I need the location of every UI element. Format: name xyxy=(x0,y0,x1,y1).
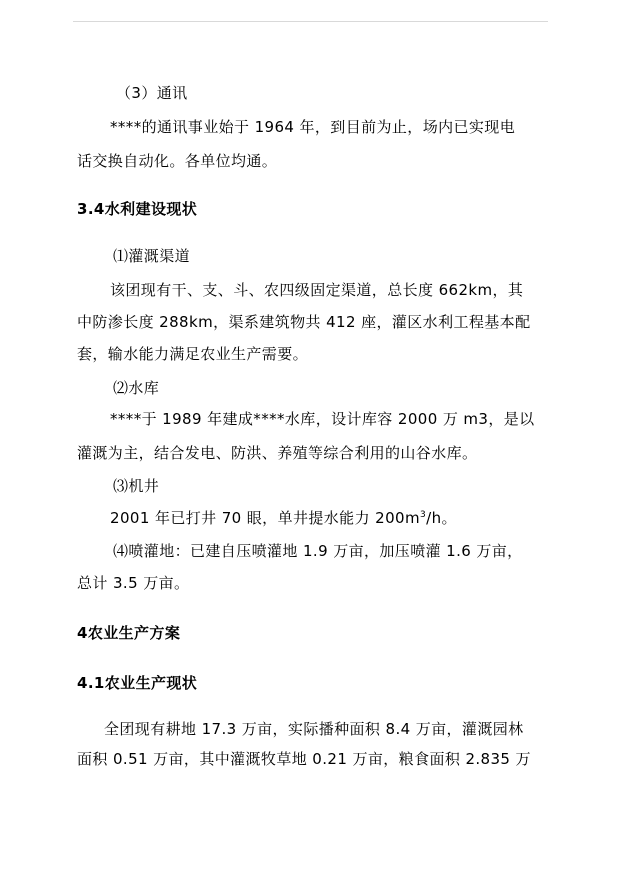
text-line xyxy=(110,508,457,528)
text-line xyxy=(113,246,190,266)
text-line xyxy=(104,719,524,739)
text-line xyxy=(113,476,159,496)
line-text: ⑶机井 xyxy=(113,477,160,495)
section-heading xyxy=(77,623,180,643)
line-text: 4.1农业生产现状 xyxy=(77,674,198,692)
line-text: ****于 1989 年建成****水库，设计库容 2000 万 m3，是以 xyxy=(110,410,535,428)
line-text: 该团现有干、支、斗、农四级固定渠道，总长度 662km，其 xyxy=(110,281,524,299)
text-line xyxy=(110,117,515,137)
line-text: 灌溉为主，结合发电、防洪、养殖等综合利用的山谷水库。 xyxy=(77,444,478,462)
line-text: 2001 年已打井 70 眼，单井提水能力 200m xyxy=(110,509,420,527)
line-text: 4农业生产方案 xyxy=(77,624,181,642)
line-text: 套，输水能力满足农业生产需要。 xyxy=(77,345,309,363)
text-line xyxy=(113,541,523,561)
text-line xyxy=(110,280,523,300)
line-text: 全团现有耕地 17.3 万亩，实际播种面积 8.4 万亩，灌溉园林 xyxy=(104,720,524,738)
text-line xyxy=(77,312,530,332)
text-line xyxy=(110,409,535,429)
line-text: （3）通讯 xyxy=(116,84,188,102)
line-text: 中防渗长度 288km，渠系建筑物共 412 座，灌区水利工程基本配 xyxy=(77,313,531,331)
text-line xyxy=(77,151,277,171)
line-text: 话交换自动化。各单位均通。 xyxy=(77,152,278,170)
text-line xyxy=(116,83,188,103)
text-line xyxy=(77,573,189,593)
line-text: ****的通讯事业始于 1964 年，到目前为止，场内已实现电 xyxy=(110,118,516,136)
line-text-suffix: /h。 xyxy=(426,509,457,527)
text-line xyxy=(77,749,531,769)
line-text: ⑴灌溉渠道 xyxy=(113,247,191,265)
text-line xyxy=(77,344,308,364)
text-line xyxy=(113,378,159,398)
superscript: 3 xyxy=(419,510,427,520)
line-text: 面积 0.51 万亩，其中灌溉牧草地 0.21 万亩，粮食面积 2.835 万 xyxy=(77,750,531,768)
line-text: ⑵水库 xyxy=(113,379,160,397)
header-rule xyxy=(73,21,548,22)
line-text: ⑷喷灌地：已建自压喷灌地 1.9 万亩，加压喷灌 1.6 万亩， xyxy=(113,542,523,560)
text-line xyxy=(77,443,477,463)
line-text: 总计 3.5 万亩。 xyxy=(77,574,190,592)
section-heading xyxy=(77,199,197,219)
section-heading xyxy=(77,673,197,693)
line-text: 3.4水利建设现状 xyxy=(77,200,198,218)
